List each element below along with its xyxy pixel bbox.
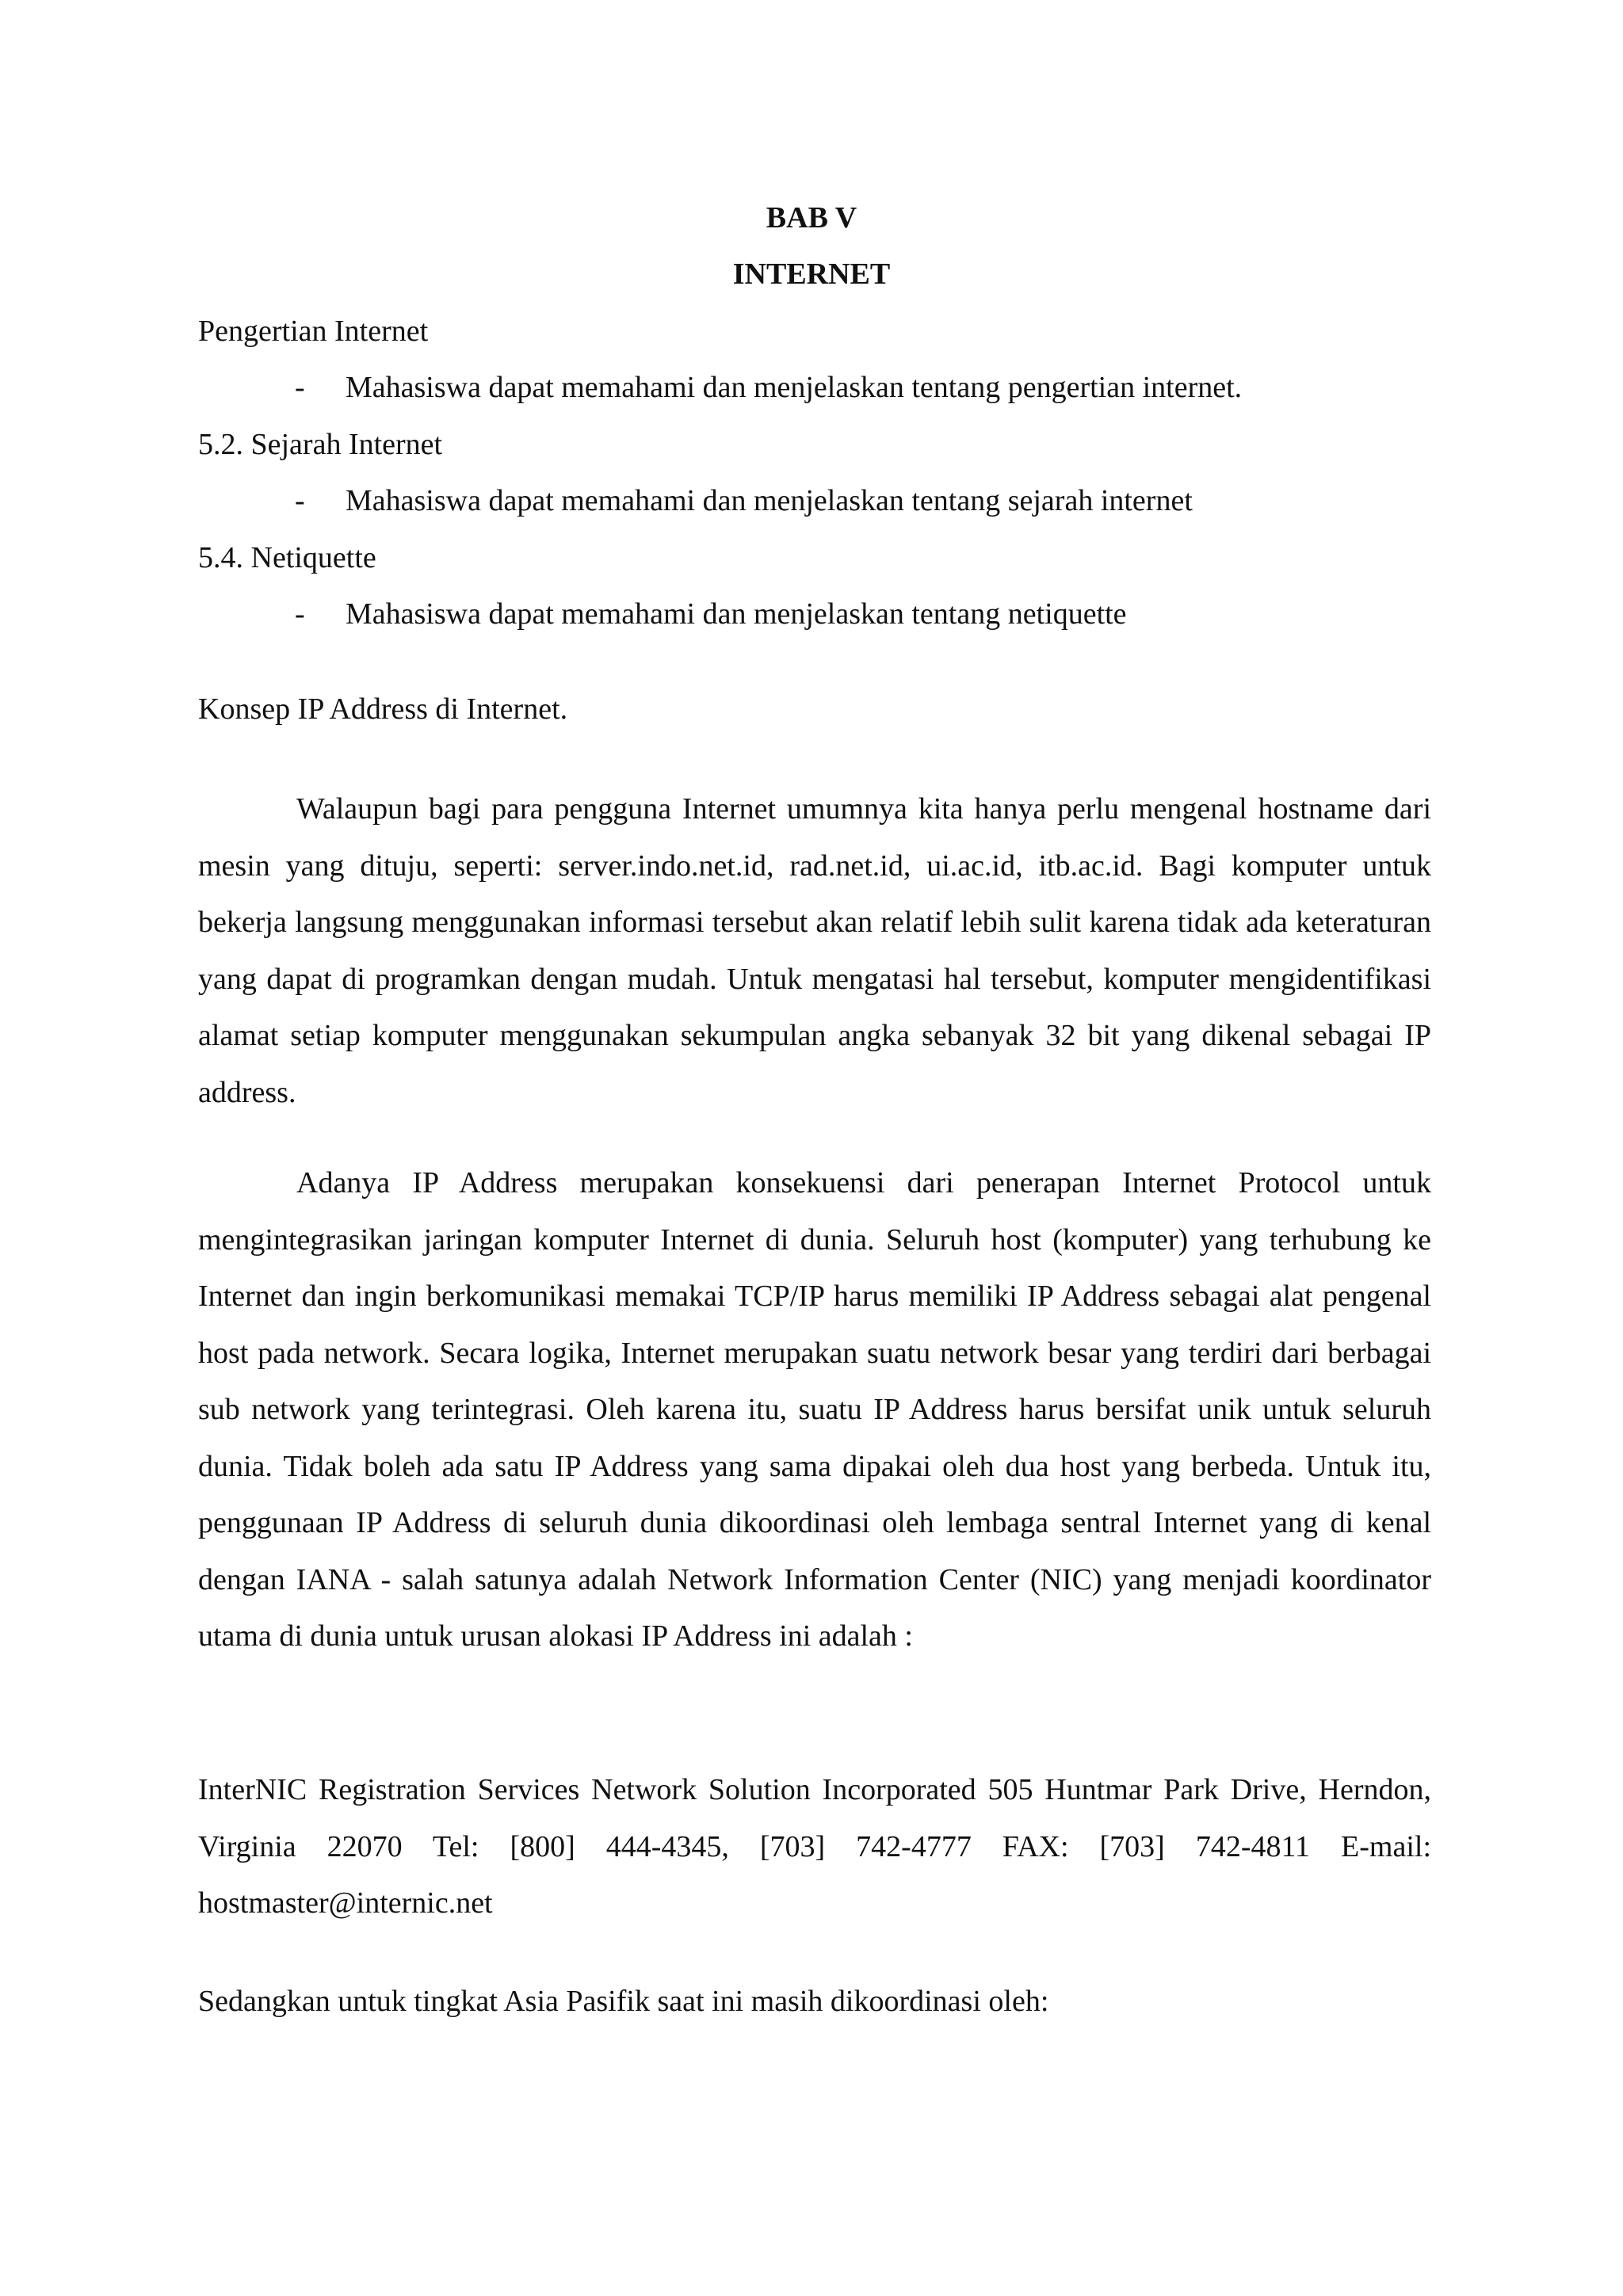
body-paragraph: Adanya IP Address merupakan konsekuensi dari penerapan Internet Protocol untuk mengintegrasikan jaringan komputer Internet di dunia. Seluruh host (komputer) yang terhubung ke Internet dan ingin berkomunikasi memakai TCP/IP harus memiliki IP Address sebagai alat pengenal host pada network. Secara logika, Internet merupakan suatu network besar yang terdiri dari berbagai sub network yang terintegrasi. Oleh karena itu, suatu IP Address harus bersifat unik untuk seluruh dunia. Tidak boleh ada satu IP Address yang sama dipakai oleh dua host yang berbeda. Untuk itu, penggunaan IP Address di seluruh dunia dikoordinasi oleh lembaga sentral Internet yang di kenal dengan IANA - salah satunya adalah Network Information Center (NIC) yang menjadi koordinator utama di dunia untuk urusan alokasi IP Address ini adalah : (198, 1166, 1431, 1653)
bullet-marker: - (295, 484, 305, 517)
objective-heading: Pengertian Internet (198, 315, 429, 348)
objective-bullet: Mahasiswa dapat memahami dan menjelaskan tentang sejarah internet (346, 484, 1193, 517)
chapter-label: BAB V (766, 201, 857, 235)
body-paragraph: Walaupun bagi para pengguna Internet umumnya kita hanya perlu mengenal hostname dari mesin yang dituju, seperti: server.indo.net.id, rad.net.id, ui.ac.id, itb.ac.id. Bagi komputer untuk bekerja langsung menggunakan informasi tersebut akan relatif lebih sulit karena tidak ada keteraturan yang dapat di programkan dengan mudah. Untuk mengatasi hal tersebut, komputer mengidentifikasi alamat setiap komputer menggunakan sekumpulan angka sebanyak 32 bit yang dikenal sebagai IP address. (198, 792, 1431, 1109)
bullet-marker: - (295, 597, 305, 631)
closing-line: Sedangkan untuk tingkat Asia Pasifik saat ini masih dikoordinasi oleh: (198, 1985, 1049, 2018)
chapter-title: INTERNET (732, 257, 891, 291)
bullet-marker: - (295, 371, 305, 404)
objective-heading: 5.2. Sejarah Internet (198, 428, 443, 461)
contact-block: InterNIC Registration Services Network Solution Incorporated 505 Huntmar Park Drive, Herndon, Virginia 22070 Tel: [800] 444-4345, [703] 742-4777 FAX: [703] 742-4811 E-mail: hostmaster@internic.net (198, 1773, 1431, 1920)
section-heading: Konsep IP Address di Internet. (198, 692, 568, 726)
objective-heading: 5.4. Netiquette (198, 541, 376, 574)
objective-bullet: Mahasiswa dapat memahami dan menjelaskan tentang netiquette (346, 597, 1127, 631)
objective-bullet: Mahasiswa dapat memahami dan menjelaskan tentang pengertian internet. (346, 371, 1243, 404)
